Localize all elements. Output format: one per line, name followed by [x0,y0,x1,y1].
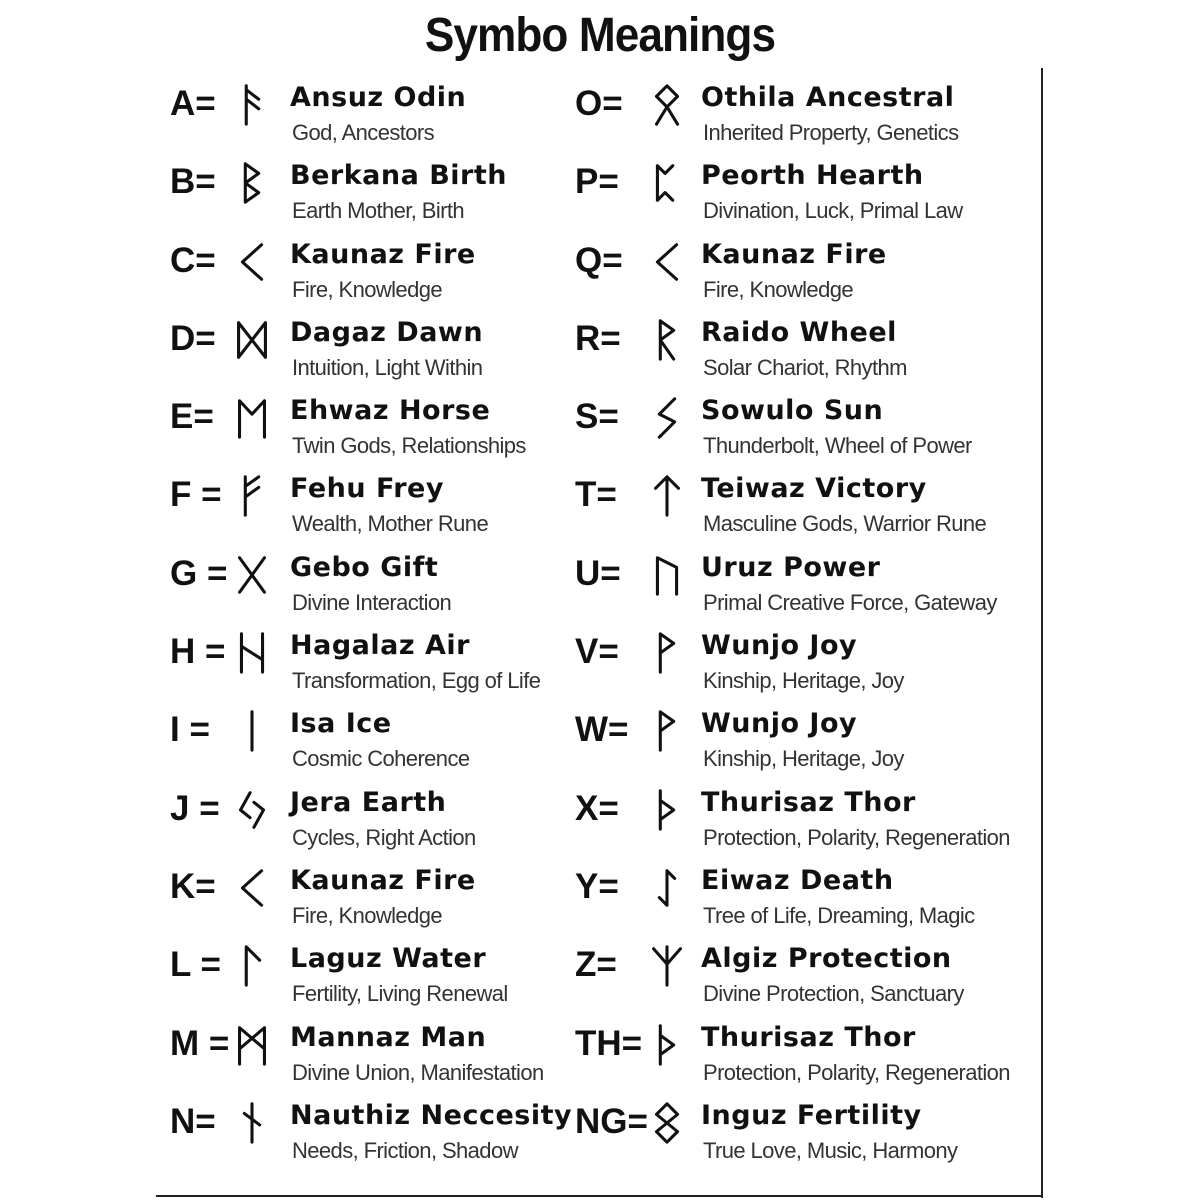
rune-entry [170,548,570,626]
letter-label: C= [170,240,216,280]
gebo-rune-icon [232,552,272,598]
ansuz-rune-icon [232,82,272,128]
frame-border-bottom [156,1195,1043,1197]
rune-name: Sowulo Sun [701,395,884,427]
letter-label: Q= [575,240,623,280]
wunjo-rune-icon [647,630,687,676]
rune-meaning: Masculine Gods, Warrior Rune [703,511,987,537]
rune-entry [170,156,570,234]
rune-meaning: Tree of Life, Dreaming, Magic [703,902,975,928]
sowulo-rune-icon [647,395,687,441]
rune-name: Hagalaz Air [290,630,470,662]
rune-meaning: Wealth, Mother Rune [292,511,489,537]
jera-rune-icon [232,787,272,833]
letter-label: T= [575,475,617,515]
rune-meaning: Cycles, Right Action [292,824,476,850]
rune-name: Mannaz Man [290,1021,487,1053]
rune-meaning: True Love, Music, Harmony [703,1137,958,1163]
rune-name: Thurisaz Thor [701,1021,916,1053]
rune-meaning: Fire, Knowledge [292,902,442,928]
fehu-rune-icon [232,473,272,519]
letter-label: B= [170,162,216,202]
rune-name: Uruz Power [701,551,881,583]
kaunaz-rune-icon [647,239,687,285]
letter-label: X= [575,788,619,828]
letter-label: M = [170,1023,230,1063]
rune-name: Wunjo Joy [701,708,858,740]
thurisaz-rune-icon [647,1022,687,1068]
rune-entry [170,1018,570,1096]
isa-rune-icon [232,708,272,754]
rune-meaning: Inherited Property, Genetics [703,120,959,145]
rune-name: Jera Earth [290,786,447,818]
teiwaz-rune-icon [647,473,687,519]
rune-meaning: Twin Gods, Relationships [292,433,526,459]
letter-label: E= [170,397,214,437]
rune-meaning: Thunderbolt, Wheel of Power [703,433,972,459]
thurisaz-rune-icon [647,787,687,833]
rune-name: Othila Ancestral [701,82,955,113]
letter-label: A= [170,84,216,123]
rune-name: Thurisaz Thor [701,786,916,818]
kaunaz-rune-icon [232,865,272,911]
inguz-rune-icon [647,1100,687,1146]
page-title: Symbo Meanings [424,9,776,62]
dagaz-rune-icon [232,317,272,363]
rune-name: Fehu Frey [290,473,444,505]
othila-rune-icon [647,82,687,128]
ehwaz-rune-icon [232,395,272,441]
rune-name: Eiwaz Death [701,864,894,896]
rune-entry [575,313,1035,391]
rune-meaning: God, Ancestors [292,120,435,145]
rune-name: Teiwaz Victory [701,473,927,505]
letter-label: D= [170,318,216,358]
rune-entry [575,939,1035,1017]
rune-entry [575,156,1035,234]
rune-meaning: Earth Mother, Birth [292,198,465,224]
rune-name: Kaunaz Fire [701,238,887,270]
rune-entry [575,704,1035,782]
left-rune-column [170,78,573,1174]
rune-meaning: Fire, Knowledge [703,276,853,302]
letter-label: Y= [575,866,619,906]
rune-entry [170,861,570,939]
rune-entry [170,469,570,547]
rune-meaning: Intuition, Light Within [292,354,483,380]
rune-entry [170,1096,573,1174]
rune-name: Wunjo Joy [701,630,858,662]
rune-meaning: Fire, Knowledge [292,276,442,302]
raido-rune-icon [647,317,687,363]
rune-name: Nauthiz Neccesity [290,1099,573,1131]
rune-name: Kaunaz Fire [290,238,476,270]
letter-label: U= [575,553,621,593]
rune-entry [170,78,570,156]
rune-name: Raido Wheel [701,316,897,348]
letter-label: S= [575,397,619,437]
letter-label: J = [170,788,220,828]
rune-entry [170,313,570,391]
letter-label: W= [575,710,629,750]
rune-entry [170,391,570,469]
nauthiz-rune-icon [232,1100,272,1146]
rune-entry [575,783,1035,861]
rune-meaning: Kinship, Heritage, Joy [703,668,904,694]
letter-label: Z= [575,945,617,985]
rune-meaning: Divine Interaction [292,589,452,615]
rune-entry [575,235,1035,313]
kaunaz-rune-icon [232,239,272,285]
rune-meaning: Protection, Polarity, Regeneration [703,1059,1010,1085]
algiz-rune-icon [647,943,687,989]
rune-meaning: Cosmic Coherence [292,746,470,772]
rune-entry [575,548,1035,626]
rune-meaning: Transformation, Egg of Life [292,668,541,694]
laguz-rune-icon [232,943,272,989]
peorth-rune-icon [647,160,687,206]
letter-label: G = [170,553,228,593]
letter-label: NG= [575,1101,648,1141]
letter-label: L = [170,945,221,985]
rune-meaning: Protection, Polarity, Regeneration [703,824,1010,850]
rune-meaning: Needs, Friction, Shadow [292,1137,518,1163]
rune-name: Kaunaz Fire [290,864,476,896]
rune-name: Inguz Fertility [701,1099,922,1131]
letter-label: R= [575,318,621,358]
rune-entry [575,1096,1035,1174]
letter-label: V= [575,632,619,672]
hagalaz-rune-icon [232,630,272,676]
rune-meaning: Divine Protection, Sanctuary [703,981,964,1007]
letter-label: P= [575,162,619,202]
letter-label: K= [170,866,216,906]
frame-border-right [1041,68,1043,1198]
rune-entry [575,626,1035,704]
rune-name: Ehwaz Horse [290,395,491,427]
rune-meaning: Divine Union, Manifestation [292,1059,544,1085]
rune-entry [575,861,1035,939]
berkana-rune-icon [232,160,272,206]
letter-label: I = [170,710,210,750]
rune-entry [170,704,570,782]
rune-entry [575,391,1035,469]
rune-entry [575,1018,1035,1096]
rune-meaning: Solar Chariot, Rhythm [703,354,907,380]
rune-meaning: Primal Creative Force, Gateway [703,589,997,615]
letter-label: TH= [575,1023,643,1063]
letter-label: O= [575,84,623,123]
uruz-rune-icon [647,552,687,598]
rune-name: Berkana Birth [290,160,508,192]
rune-entry [170,626,570,704]
rune-meaning: Divination, Luck, Primal Law [703,198,963,224]
rune-name: Algiz Protection [701,943,952,975]
letter-label: F = [170,475,222,515]
rune-entry [170,939,570,1017]
rune-name: Gebo Gift [290,551,439,583]
wunjo-rune-icon [647,708,687,754]
rune-meaning: Fertility, Living Renewal [292,981,508,1007]
rune-name: Peorth Hearth [701,160,924,192]
rune-entry [575,78,1035,156]
eiwaz-rune-icon [647,865,687,911]
mannaz-rune-icon [232,1022,272,1068]
rune-name: Isa Ice [290,708,392,740]
right-rune-column [575,78,1035,1174]
rune-meaning: Kinship, Heritage, Joy [703,746,904,772]
rune-entry [575,469,1035,547]
rune-entry [170,235,570,313]
rune-name: Dagaz Dawn [290,316,484,348]
letter-label: H = [170,632,226,672]
letter-label: N= [170,1101,216,1141]
rune-name: Ansuz Odin [290,82,467,113]
rune-entry [170,783,570,861]
rune-name: Laguz Water [290,943,487,975]
